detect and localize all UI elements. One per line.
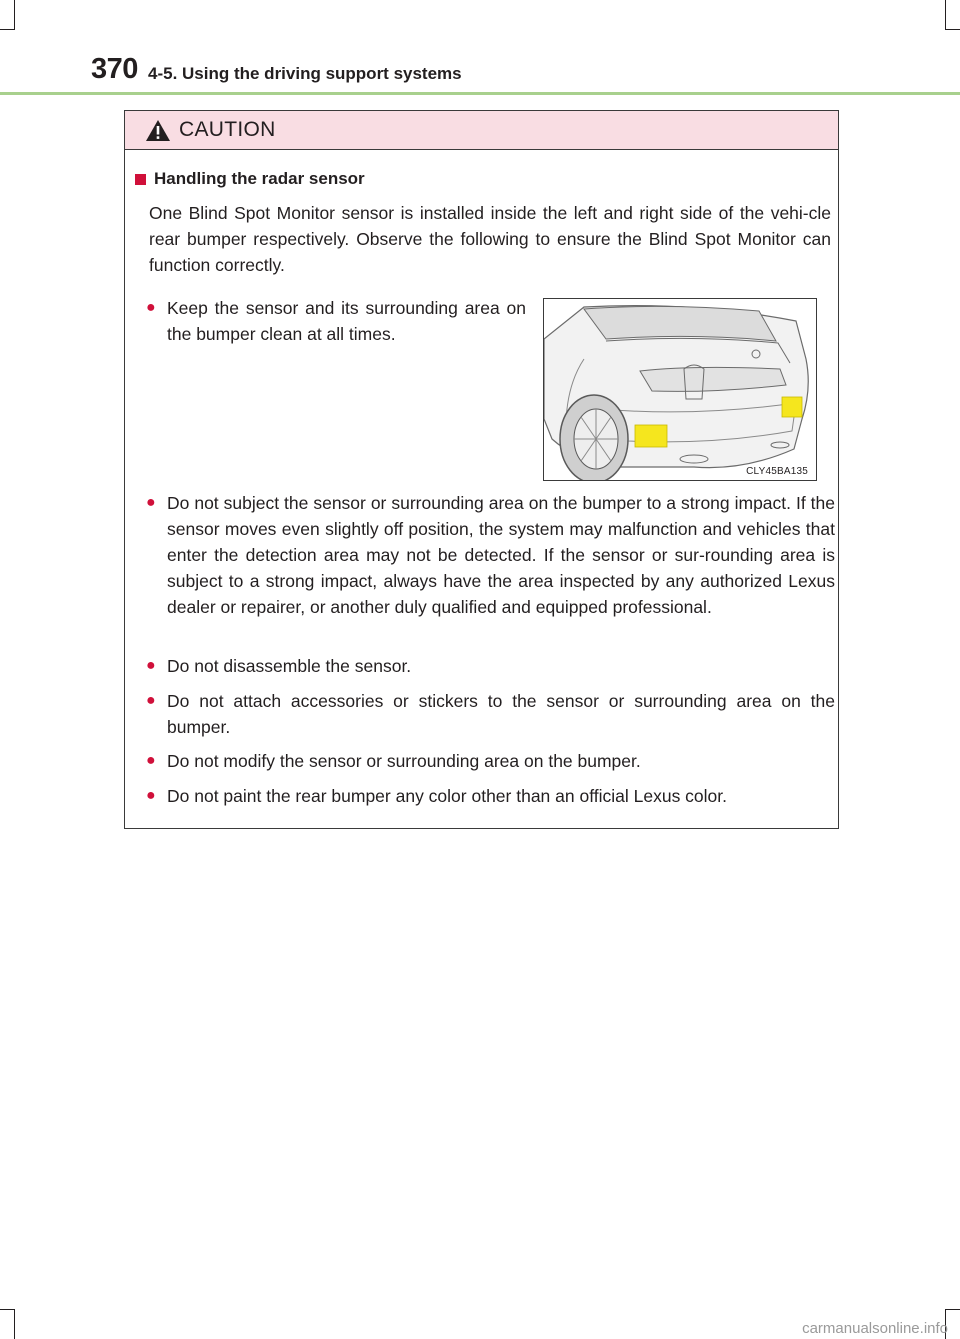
crop-mark-top-right-h	[945, 29, 960, 30]
bullet-icon: ●	[146, 299, 156, 316]
bullet-icon: ●	[146, 692, 156, 709]
section-title: 4-5. Using the driving support systems	[148, 64, 462, 83]
sensor-area-left	[635, 425, 667, 447]
bullet-icon: ●	[146, 494, 156, 511]
subheading-text: Handling the radar sensor	[154, 169, 365, 188]
page-number: 370	[91, 53, 138, 85]
crop-mark-top-left-h	[0, 29, 15, 30]
list-item: ● Do not attach accessories or stickers to the sensor or surrounding area on the bumper.	[146, 688, 835, 740]
crop-mark-bottom-left-h	[0, 1309, 15, 1310]
caution-title: CAUTION	[179, 118, 276, 141]
warning-icon	[145, 119, 171, 142]
car-rear-icon	[544, 299, 817, 481]
caution-header	[125, 111, 838, 150]
list-item: ● Keep the sensor and its surrounding area on the bumper clean at all times.	[146, 295, 526, 347]
intro-paragraph: One Blind Spot Monitor sensor is installed inside the left and right side of the vehi-cle rear bumper respectively. Observe the following to ensure the Blind Spot Monitor can function correctly.	[149, 203, 831, 275]
crop-mark-top-right-v	[945, 0, 946, 30]
crop-mark-top-left-v	[14, 0, 15, 30]
bullet-icon: ●	[146, 752, 156, 769]
figure-code: CLY45BA135	[746, 466, 808, 477]
bullet-icon: ●	[146, 657, 156, 674]
crop-mark-bottom-right-h	[945, 1309, 960, 1310]
rear-bumper-illustration	[543, 298, 817, 481]
subheading	[135, 169, 365, 189]
bullet-icon: ●	[146, 787, 156, 804]
list-item: ● Do not disassemble the sensor.	[146, 653, 835, 679]
caution-box	[124, 110, 839, 829]
sensor-area-right	[782, 397, 802, 417]
list-item: ● Do not subject the sensor or surrounding area on the bumper to a strong impact. If the sensor moves even slightly off position, the system may malfunction and vehicles that enter the detection area may not be detected. If the sensor or sur-rounding area is subject to a strong impact, always have the area inspected by any authorized Lexus dealer or repairer, or another duly qualified and equipped professional.	[146, 490, 835, 620]
list-item: ● Do not paint the rear bumper any color other than an official Lexus color.	[146, 783, 835, 809]
square-bullet-icon	[135, 174, 146, 185]
crop-mark-bottom-left-v	[14, 1309, 15, 1339]
list-item: ● Do not modify the sensor or surrounding area on the bumper.	[146, 748, 835, 774]
watermark: carmanualsonline.info	[802, 1320, 948, 1337]
header-rule	[0, 92, 960, 95]
